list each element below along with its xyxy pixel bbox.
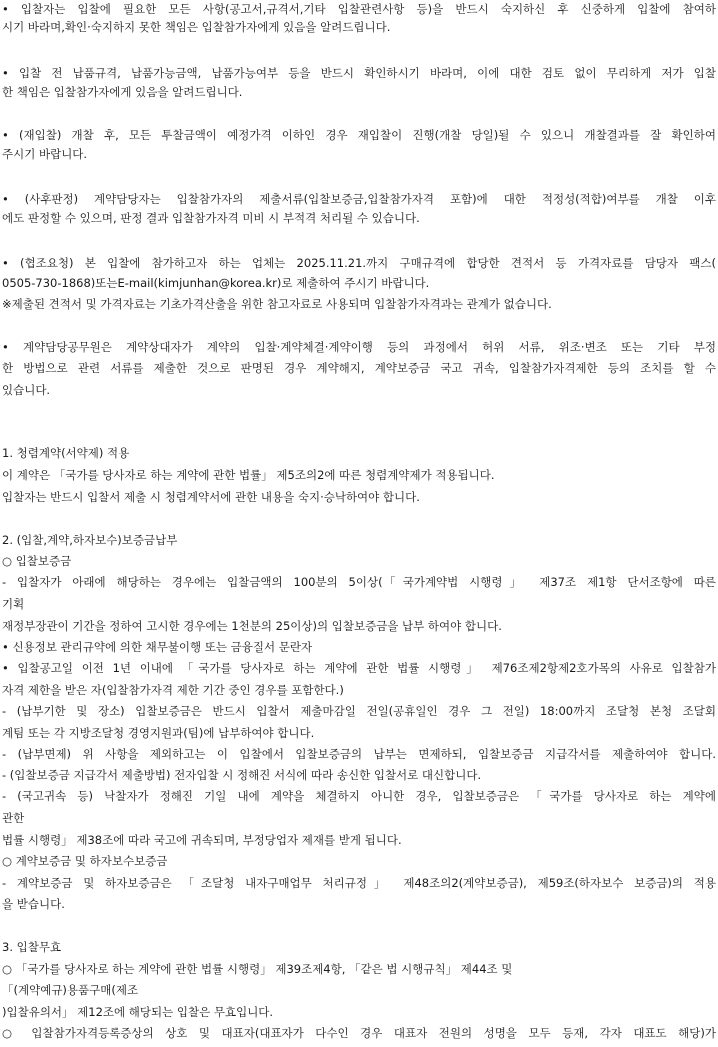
section-deposit-line: 기획 — [2, 597, 25, 611]
section-deposit-line: - (납부기한 및 장소) 입찰보증금은 반드시 입찰서 제출마감일 전일(공휴일인 경우 그 전일) 18:00까지 조달청 본청 조달회 — [2, 704, 716, 718]
section-integrity-line-2: 입찰자는 반드시 입찰서 제출 시 청렴계약서에 관한 내용을 숙지·승낙하여야 합니다. — [2, 490, 420, 504]
section-deposit-line: - 계약보증금 및 하자보증금은 「조달청 내자구매업무 처리규정」 제48조의2(계약보증금), 제59조(하자보수 보증금)의 적용 — [2, 876, 716, 890]
section-deposit-line: • 입찰공고일 이전 1년 이내에 「국가를 당사자로 하는 계약에 관한 법률 시행령」 제76조제2항제2호가목의 사유로 입찰참가 — [2, 661, 716, 675]
section-deposit-line: - (납부면제) 위 사항을 제외하고는 이 입찰에서 입찰보증금의 납부는 면제하되, 입찰보증금 지급각서를 제출하여야 합니다. — [2, 747, 716, 761]
section-deposit-subheading-contract: ○ 계약보증금 및 하자보수보증금 — [2, 854, 168, 868]
section-deposit-line: 법률 시행령」 제38조에 따라 국고에 귀속되며, 부정당업자 제재를 받게 됩니다. — [2, 833, 402, 847]
notice-cooperation-note: ※제출된 견적서 및 가격자료는 기초가격산출을 위한 참고자료로 사용되며 입찰참가자격과는 관계가 없습니다. — [2, 297, 552, 311]
notice-fraud-line-1: • 계약담당공무원은 계약상대자가 계약의 입찰·계약체결·계약이행 등의 과정에서 허위 서류, 위조·변조 또는 기타 부정 — [2, 340, 716, 354]
section-integrity-line-1: 이 계약은 「국가를 당사자로 하는 계약에 관한 법률」 제5조의2에 따른 청렴계약제가 적용됩니다. — [2, 468, 495, 482]
notice-fraud-line-2: 한 방법으로 관련 서류를 제출한 것으로 판명된 경우 계약해지, 계약보증금 국고 귀속, 입찰참가자격제한 등의 조치를 할 수 — [2, 361, 716, 375]
notice-rebid-line-1: • (재입찰) 개찰 후, 모든 투찰금액이 예정가격 이하인 경우 재입찰이 진행(개찰 당일)될 수 있으니 개찰결과를 잘 확인하여 — [2, 128, 716, 142]
notice-bid-review-line-1: • 입찰자는 입찰에 필요한 모든 사항(공고서,규격서,기타 입찰관련사항 등)을 반드시 숙지하신 후 신중하게 입찰에 참여하 — [2, 2, 716, 16]
section-deposit-line: 관한 — [2, 811, 25, 825]
section-deposit-heading: 2. (입찰,계약,하자보수)보증금납부 — [2, 533, 178, 547]
section-deposit-line: 재정부장관이 기간을 정하여 고시한 경우에는 1천분의 25이상)의 입찰보증금을 납부 하여야 합니다. — [2, 619, 502, 633]
section-invalid-line: ○ 「국가를 당사자로 하는 계약에 관한 법률 시행령」 제39조제4항, 「같은 법 시행규칙」 제44조 및 — [2, 962, 513, 976]
section-deposit-line: - (국고귀속 등) 낙찰자가 정해진 기일 내에 계약을 체결하지 아니한 경우, 입찰보증금은 「국가를 당사자로 하는 계약에 — [2, 789, 716, 803]
notice-cooperation-line-2: 0505-730-1868)또는E-mail(kimjunhan@korea.kr)로 제출하여 주시기 바랍니다. — [2, 276, 430, 290]
section-deposit-line: - 입찰자가 아래에 해당하는 경우에는 입찰금액의 100분의 5이상(「국가계약법 시행령」 제37조 제1항 단서조항에 따른 — [2, 575, 716, 589]
section-deposit-line: 자격 제한을 받은 자(입찰참가자격 제한 기간 중인 경우를 포함한다.) — [2, 683, 344, 697]
section-invalid-line: 「(계약예규)용품구매(제조 — [2, 983, 139, 997]
notice-fraud-line-3: 있습니다. — [2, 383, 51, 397]
section-invalid-line: ○ 입찰참가자격등록증상의 상호 및 대표자(대표자가 다수인 경우 대표자 전원의 성명을 모두 등재, 각자 대표도 해당)가 — [2, 1026, 716, 1040]
notice-price-check-line-1: • 입찰 전 납품규격, 납품가능금액, 납품가능여부 등을 반드시 확인하시기 바라며, 이에 대한 검토 없이 무리하게 저가 입찰 — [2, 66, 716, 80]
notice-cooperation-line-1: • (협조요청) 본 입찰에 참가하고자 하는 업체는 2025.11.21.까지 구매규격에 합당한 견적서 등 가격자료를 담당자 팩스( — [2, 256, 716, 270]
notice-price-check-line-2: 한 책임은 입찰참가자에게 있음을 알려드립니다. — [2, 85, 243, 99]
notice-post-judgement-line-2: 에도 판정할 수 있으며, 판정 결과 입찰참가자격 미비 시 부적격 처리될 수 있습니다. — [2, 211, 420, 225]
notice-bid-review-line-2: 시기 바라며,확인·숙지하지 못한 책임은 입찰참가자에게 있음을 알려드립니다. — [2, 20, 391, 34]
section-integrity-heading: 1. 청렴계약(서약제) 적용 — [2, 446, 130, 460]
section-invalid-line: )입찰유의서」 제12조에 해당되는 입찰은 무효입니다. — [2, 1005, 274, 1019]
section-deposit-subheading-bid: ○ 입찰보증금 — [2, 554, 72, 568]
section-deposit-line: - (입찰보증금 지급각서 제출방법) 전자입찰 시 정해진 서식에 따라 송신한 입찰서로 대신합니다. — [2, 768, 482, 782]
section-deposit-line: 계팀 또는 각 지방조달청 경영지원과(팀)에 납부하여야 합니다. — [2, 726, 315, 740]
section-deposit-line: 을 받습니다. — [2, 897, 65, 911]
notice-rebid-line-2: 주시기 바랍니다. — [2, 147, 88, 161]
section-invalid-heading: 3. 입찰무효 — [2, 940, 62, 954]
section-deposit-line: • 신용정보 관리규약에 의한 채무불이행 또는 금융질서 문란자 — [2, 640, 313, 654]
notice-post-judgement-line-1: • (사후판정) 계약담당자는 입찰참가자의 제출서류(입찰보증금,입찰참가자격 포함)에 대한 적정성(적합)여부를 개찰 이후 — [2, 192, 716, 206]
